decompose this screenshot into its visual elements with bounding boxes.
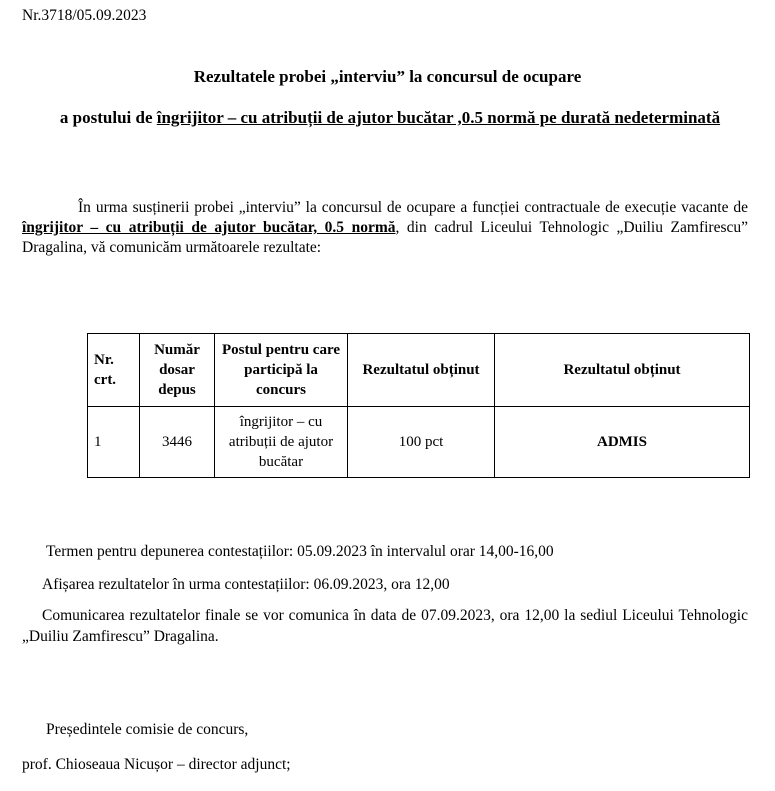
final-results-line: Comunicarea rezultatelor finale se vor comunica în data de 07.09.2023, ora 12,00 la sediul Liceului Tehnologic „Duiliu Zamfirescu” Dragalina.	[22, 607, 748, 645]
document-title-line1: Rezultatele probei „interviu” la concursul de ocupare	[193, 67, 582, 86]
deadline-line: Termen pentru depunerea contestațiilor: 05.09.2023 în intervalul orar 14,00-16,00	[46, 543, 554, 560]
header-dosar: Număr dosar depus	[140, 334, 215, 407]
intro-position: îngrijitor – cu atribuții de ajutor bucătar, 0.5 normă	[22, 219, 396, 236]
document-title-line2	[50, 105, 730, 130]
header-post: Postul pentru care participă la concurs	[215, 334, 348, 407]
header-nr-crt: Nr. crt.	[88, 334, 140, 407]
cell-post: îngrijitor – cu atribuții de ajutor bucătar	[215, 407, 348, 478]
header-rezultat: Rezultatul obținut	[348, 334, 495, 407]
cell-status: ADMIS	[495, 407, 750, 478]
posting-line: Afișarea rezultatelor în urma contestațiilor: 06.09.2023, ora 12,00	[42, 576, 450, 593]
header-rezultat-final: Rezultatul obținut	[495, 334, 750, 407]
title-prefix: a postului de	[59, 108, 157, 127]
intro-part2: , din cadrul Liceului Tehnologic „Duiliu Zamfirescu” Dragalina, vă comunicăm următoarele rezultate:	[22, 219, 748, 256]
signature-title: Președintele comisie de concurs,	[46, 721, 249, 738]
cell-punctaj: 100 pct	[348, 407, 495, 478]
cell-dosar: 3446	[140, 407, 215, 478]
title-position: îngrijitor – cu atribuții de ajutor bucătar ,0.5 normă pe durată nedeterminată	[156, 108, 721, 127]
table-header-row	[88, 334, 750, 407]
signature-name: prof. Chioseaua Nicușor – director adjunct;	[22, 756, 291, 773]
intro-paragraph	[22, 198, 748, 258]
document-number: Nr.3718/05.09.2023	[22, 7, 147, 24]
intro-part1: În urma susținerii probei „interviu” la concursul de ocupare a funcției contractuale de execuție vacante de	[78, 199, 748, 216]
results-table	[87, 333, 750, 478]
cell-nr: 1	[88, 407, 140, 478]
table-row	[88, 407, 750, 478]
